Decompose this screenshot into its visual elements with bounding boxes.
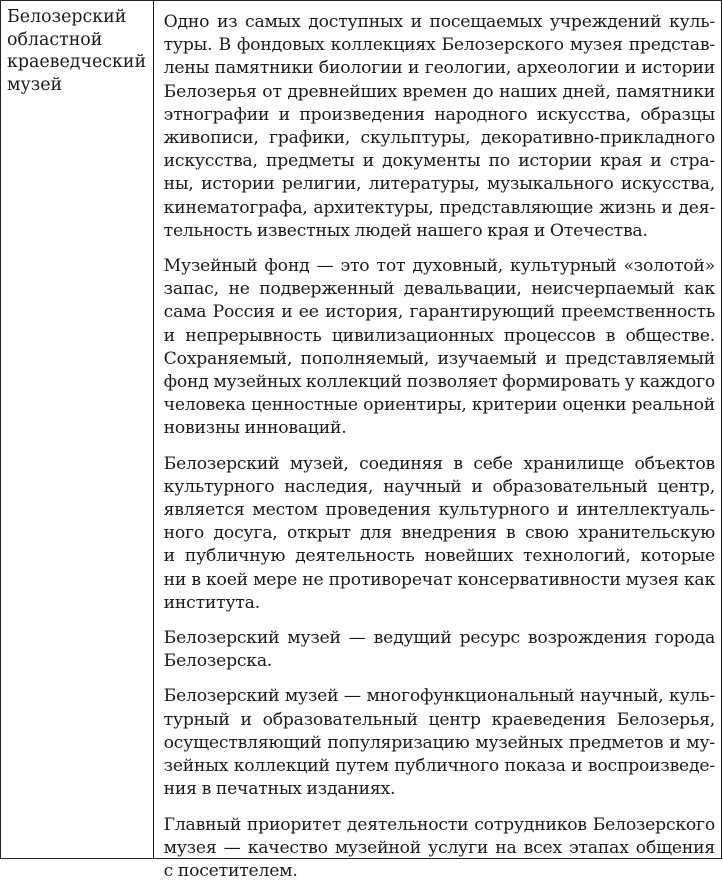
text-line: кинематографа, архитектуры, представляющие жизнь и дея- [164,197,715,220]
text-line: живописи, графики, скульптуры, декоративно-прикладного [164,127,715,150]
paragraph [164,685,715,801]
text-line: запас, не подверженный девальвации, неисчерпаемый как [164,278,715,301]
museum-name-line: краеведческий [7,51,147,74]
description-cell [154,1,721,858]
text-line: сама Россия и ее история, гарантирующий преемственность [164,301,715,324]
paragraph [164,627,715,673]
text-line: музея — качество музейной услуги на всех этапах общения [164,837,715,860]
text-line: Белозерский музей — ведущий ресурс возрождения города [164,627,715,650]
text-line: осуществляющий популяризацию музейных предметов и му- [164,732,715,755]
text-line: туры. В фондовых коллекциях Белозерского музея представ- [164,34,715,57]
text-line: Белозерска. [164,650,715,673]
text-line: новизны инноваций. [164,417,715,440]
paragraph [164,814,715,883]
text-line: Одно из самых доступных и посещаемых учреждений куль- [164,11,715,34]
text-line: человека ценностные ориентиры, критерии оценки реальной [164,394,715,417]
text-line: и непрерывность цивилизационных процессов в обществе. [164,325,715,348]
paragraph [164,11,715,243]
text-line: Музейный фонд — это тот духовный, культурный «золотой» [164,255,715,278]
museum-name-line: областной [7,29,147,52]
museum-name-cell [1,1,154,858]
museum-name-line: Белозерский [7,6,147,29]
text-line: и публичную деятельность новейших технологий, которые [164,545,715,568]
text-line: этнографии и произведения народного искусства, образцы [164,104,715,127]
text-line: с посетителем. [164,860,715,883]
text-line: Белозерский музей — многофункциональный научный, куль- [164,685,715,708]
text-line: ны, истории религии, литературы, музыкального искусства, [164,173,715,196]
text-line: ни в коей мере не противоречат консервативности музея как [164,569,715,592]
text-line: Главный приоритет деятельности сотрудников Белозерского [164,814,715,837]
text-line: турный и образовательный центр краеведения Белозерья, [164,709,715,732]
text-line: ного досуга, открыт для внедрения в свою хранительскую [164,522,715,545]
text-line: тельность известных людей нашего края и Отечества. [164,220,715,243]
museum-name-line: музей [7,74,147,97]
text-line: искусства, предметы и документы по истории края и стра- [164,150,715,173]
text-line: Сохраняемый, пополняемый, изучаемый и представляемый [164,348,715,371]
paragraph [164,255,715,441]
text-line: института. [164,592,715,615]
text-line: зейных коллекций путем публичного показа и воспроизведе- [164,755,715,778]
text-line: ния в печатных изданиях. [164,778,715,801]
text-line: является местом проведения культурного и интеллектуаль- [164,499,715,522]
text-line: Белозерский музей, соединяя в себе хранилище объектов [164,453,715,476]
text-line: Белозерья от древнейших времен до наших дней, памятники [164,81,715,104]
text-line: культурного наследия, научный и образовательный центр, [164,476,715,499]
text-line: лены памятники биологии и геологии, археологии и истории [164,57,715,80]
paragraph [164,453,715,615]
text-line: фонд музейных коллекций позволяет формировать у каждого [164,371,715,394]
